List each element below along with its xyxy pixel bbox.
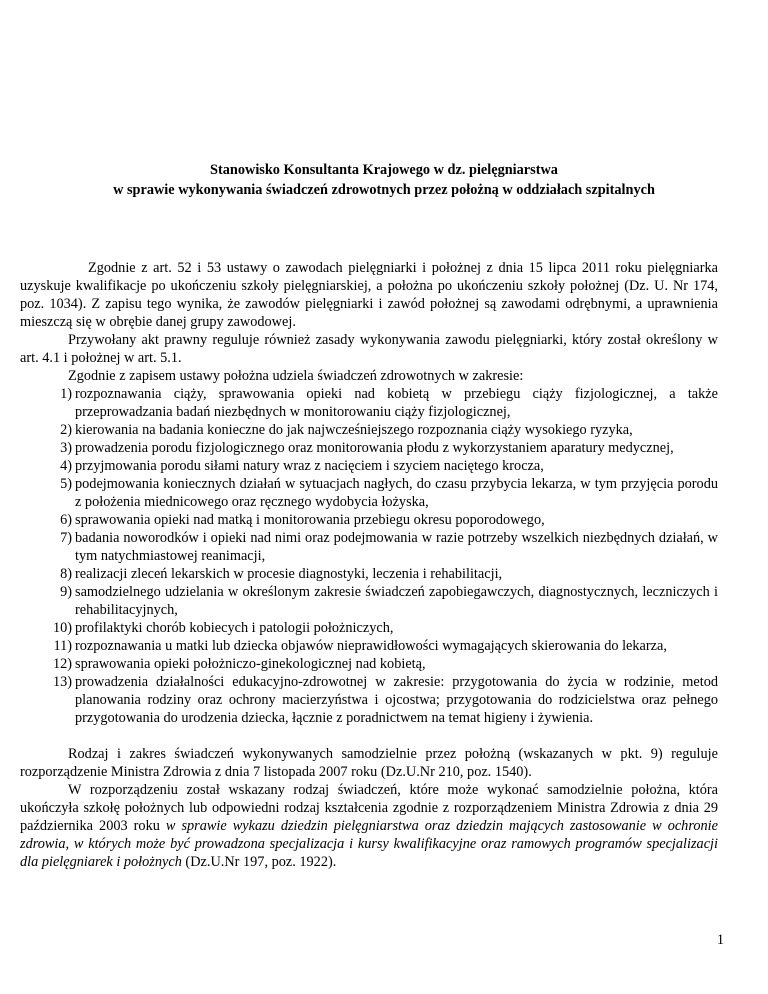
regulation-title: w sprawie wykazu dziedzin pielęgniarstwa oraz dziedzin mających zastosowanie w ochronie zdrowia, w których może być prowadzona specjalizacja i kursy kwalifikacyjne oraz ramowych programów specjalizacji dla pielęgniarek i położnych [20,818,718,870]
page-number: 1 [716,932,724,948]
list-item-number: 5) [60,476,72,492]
paragraph-5-start: W rozporządzeniu został wskazany rodzaj świadczeń, które może wykonać samodzielnie położna, która ukończyła szkołę położnych lub odpowiedni rodzaj kształcenia zgodnie z rozporządzeniem Ministra Zdrowia z dnia 29 października 2003 roku [20,782,718,834]
list-item-text: badania noworodków i opieki nad nimi oraz podejmowania w razie potrzeby wszelkich niezbędnych działań, w tym natychmiastowej reanimacji, [75,530,718,564]
list-item-text: realizacji zleceń lekarskich w procesie diagnostyki, leczenia i rehabilitacji, [75,566,503,582]
list-item [20,439,718,457]
list-item-number: 3) [60,440,72,456]
list-item-number: 7) [60,530,72,546]
paragraph-3: Zgodnie z zapisem ustawy położna udziela świadczeń zdrowotnych w zakresie: [68,368,524,384]
paragraph-2: Przywołany akt prawny reguluje również zasady wykonywania zawodu pielęgniarki, który został określony w art. 4.1 i położnej w art. 5.1. [20,332,718,366]
list-item-text: samodzielnego udzielania w określonym zakresie świadczeń zapobiegawczych, diagnostycznych, leczniczych i rehabilitacyjnych, [75,584,718,618]
list-item [20,475,718,511]
document-title [0,160,768,200]
list-item [20,673,718,727]
document-body [20,259,718,871]
list-item-number: 12) [52,656,72,672]
list-item-number: 1) [60,386,72,402]
list-item-text: sprawowania opieki położniczo-ginekologicznej nad kobietą, [75,656,426,672]
title-line-2: w sprawie wykonywania świadczeń zdrowotnych przez położną w oddziałach szpitalnych [113,182,655,198]
paragraph-1: Zgodnie z art. 52 i 53 ustawy o zawodach pielęgniarki i położnej z dnia 15 lipca 2011 roku pielęgniarka uzyskuje kwalifikacje po ukończeniu szkoły pielęgniarskiej, a położna po ukończeniu szkoły położnej (Dz. U. Nr 174, poz. 1034). Z zapisu tego wynika, że zawodów pielęgniarki i zawód położnej są zawodami odrębnymi, a uprawnienia mieszczą się w obrębie danej grupy zawodowej. [20,260,718,330]
list-item [20,619,718,637]
list-item-text: prowadzenia działalności edukacyjno-zdrowotnej w zakresie: przygotowania do życia w rodzinie, metod planowania rodziny oraz ochrony macierzyństwa i ojcostwa; przygotowania do rodzicielstwa oraz pełnego przygotowania do urodzenia dziecka, łącznie z poradnictwem na temat higieny i żywienia. [75,674,718,726]
list-item-text: sprawowania opieki nad matką i monitorowania przebiegu okresu poporodowego, [75,512,545,528]
paragraph-5 [20,781,718,871]
list-item-number: 11) [53,638,72,654]
title-line-1: Stanowisko Konsultanta Krajowego w dz. pielęgniarstwa [210,162,558,178]
list-item-text: podejmowania koniecznych działań w sytuacjach nagłych, do czasu przybycia lekarza, w tym przyjęcia porodu z położenia miednicowego oraz ręcznego wydobycia łożyska, [75,476,718,510]
list-item-text: kierowania na badania konieczne do jak najwcześniejszego rozpoznania ciąży wysokiego ryzyka, [75,422,633,438]
list-item-number: 2) [60,422,72,438]
list-item-text: przyjmowania porodu siłami natury wraz z nacięciem i szyciem naciętego krocza, [75,458,544,474]
list-item [20,511,718,529]
list-item [20,457,718,475]
list-item-text: profilaktyki chorób kobiecych i patologii położniczych, [75,620,394,636]
list-item-number: 13) [52,674,72,690]
paragraph-4: Rodzaj i zakres świadczeń wykonywanych samodzielnie przez położną (wskazanych w pkt. 9) reguluje rozporządzenie Ministra Zdrowia z dnia 7 listopada 2007 roku (Dz.U.Nr 210, poz. 1540). [20,746,718,780]
list-item-number: 4) [60,458,72,474]
list-item [20,529,718,565]
paragraph-5-end: (Dz.U.Nr 197, poz. 1922). [181,854,337,870]
list-item-text: prowadzenia porodu fizjologicznego oraz monitorowania płodu z wykorzystaniem aparatury medycznej, [75,440,674,456]
services-list [20,385,718,727]
list-item [20,421,718,439]
list-item-text: rozpoznawania ciąży, sprawowania opieki nad kobietą w przebiegu ciąży fizjologicznej, a także przeprowadzania badań niezbędnych w monitorowaniu ciąży fizjologicznej, [75,386,718,420]
list-item [20,385,718,421]
list-item-number: 6) [60,512,72,528]
list-item [20,655,718,673]
list-item [20,583,718,619]
list-item [20,565,718,583]
list-item-number: 8) [60,566,72,582]
spacer [20,727,718,745]
list-item-text: rozpoznawania u matki lub dziecka objawów nieprawidłowości wymagających skierowania do lekarza, [75,638,667,654]
list-item [20,637,718,655]
list-item-number: 9) [60,584,72,600]
list-item-number: 10) [52,620,72,636]
